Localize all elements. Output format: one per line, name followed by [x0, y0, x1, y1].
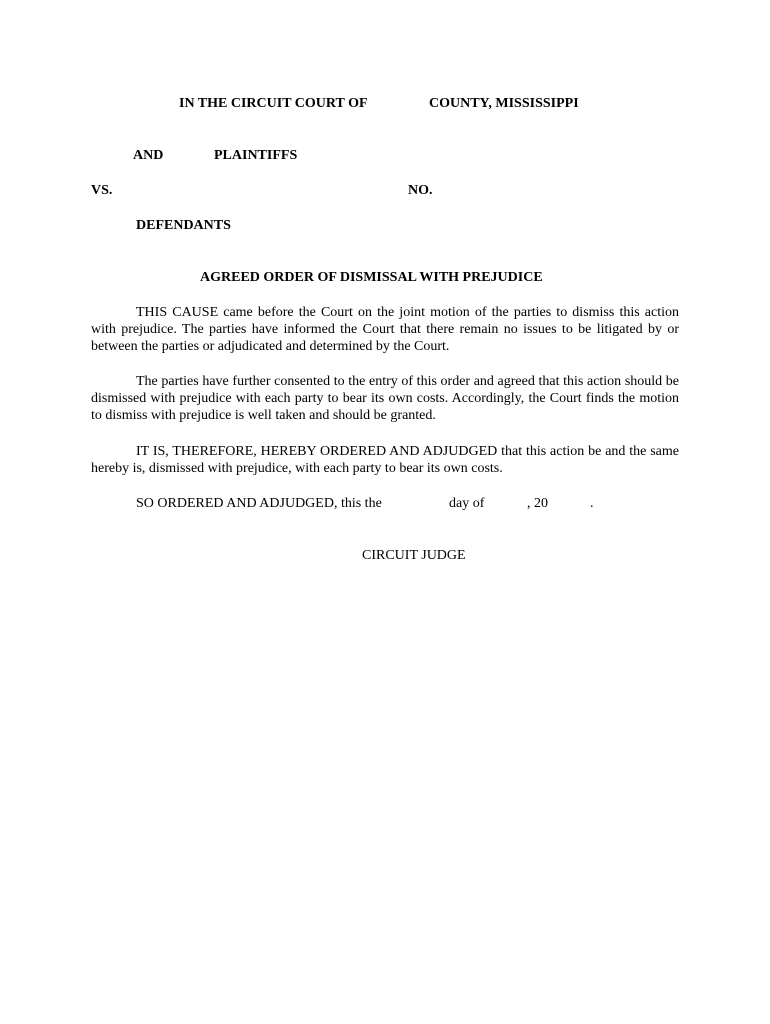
plaintiff-and: AND [133, 148, 164, 163]
defendants-label: DEFENDANTS [136, 218, 231, 233]
plaintiffs-label: PLAINTIFFS [214, 148, 298, 163]
versus-label: VS. [91, 183, 113, 198]
paragraph-3: IT IS, THEREFORE, HEREBY ORDERED AND ADJUDGED that this action be and the same hereby is, dismissed with prejudice, with each party to bear its own costs. [91, 444, 679, 476]
circuit-judge-label: CIRCUIT JUDGE [362, 548, 466, 563]
document-title: AGREED ORDER OF DISMISSAL WITH PREJUDICE [200, 270, 543, 285]
signature-period: . [590, 496, 594, 511]
day-of-text: day of [449, 496, 485, 511]
paragraph-2: The parties have further consented to the entry of this order and agreed that this action should be dismissed with prejudice with each party to bear its own costs. Accordingly, the Court finds the motion to dismiss with prejudice is well taken and should be granted. [91, 374, 679, 423]
court-name-left: IN THE CIRCUIT COURT OF [179, 96, 368, 111]
court-name-right: COUNTY, MISSISSIPPI [429, 96, 579, 111]
paragraph-1: THIS CAUSE came before the Court on the joint motion of the parties to dismiss this action with prejudice. The parties have informed the Court that there remain no issues to be litigated by or between the parties or adjudicated and determined by the Court. [91, 305, 679, 354]
year-prefix-text: , 20 [527, 496, 548, 511]
case-number-label: NO. [408, 183, 433, 198]
so-ordered-text: SO ORDERED AND ADJUDGED, this the [136, 496, 382, 511]
